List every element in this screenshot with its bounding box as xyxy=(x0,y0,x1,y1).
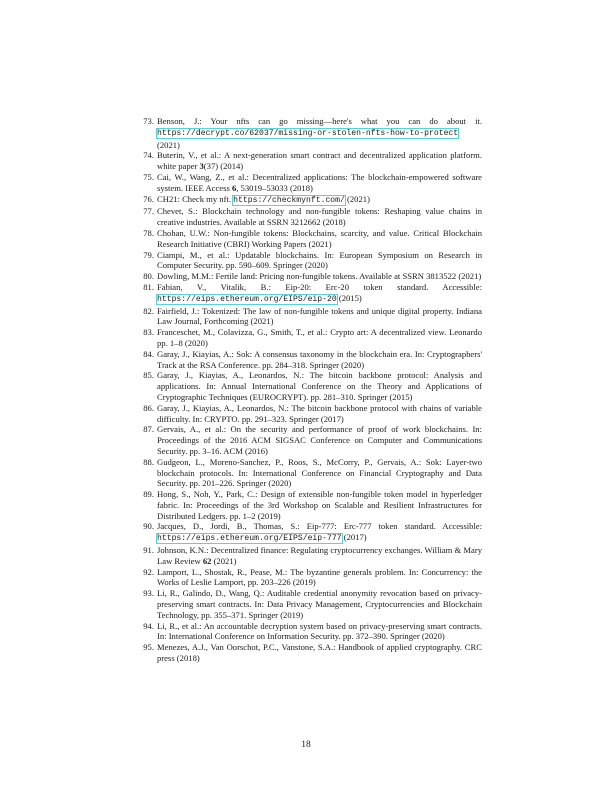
reference-text: Gervais, A., et al.: On the security and performance of proof of work blockchains. In: Proceedings of the 2016 ACM SIGSAC Conference on Computer and Communications Security. pp. 3–16. ACM (2016) xyxy=(157,424,482,456)
reference-item xyxy=(137,150,482,172)
reference-text: Fabian, V., Vitalik, B.: Eip-20: Erc-20 token standard. Accessible: xyxy=(157,281,482,292)
reference-text: Franceschet, M., Colavizza, G., Smith, T., et al.: Crypto art: A decentralized view. Leonardo pp. 1–8 (2020) xyxy=(157,327,482,348)
reference-number: 88. xyxy=(143,456,154,467)
reference-text: Fairfield, J.: Tokenized: The law of non-fungible tokens and unique digital property. Indiana Law Journal, Forthcoming (2021) xyxy=(157,305,482,327)
reference-number: 77. xyxy=(143,206,154,217)
reference-number: 94. xyxy=(143,620,154,631)
reference-number: 92. xyxy=(143,566,154,577)
reference-text: Li, R., Galindo, D., Wang, Q.: Auditable credential anonymity revocation based on privacy-preserving smart contracts. In: Data Privacy Management, Cryptocurrencies and Blockchain Technology, pp. 355–371. Springer (2019) xyxy=(157,588,482,620)
reference-item xyxy=(137,194,482,207)
reference-link[interactable]: https://eips.ethereum.org/EIPS/eip-20 xyxy=(157,294,337,304)
reference-item xyxy=(137,489,482,521)
reference-text-end: (2015) xyxy=(336,292,362,303)
reference-text-end: (2017) xyxy=(341,532,367,543)
reference-text: Garay, J., Kiayias, A.: Sok: A consensus taxonomy in the blockchain era. In: Cryptographers' Track at the RSA Conference. pp. 284–318. Springer (2020) xyxy=(157,348,482,370)
reference-text: Ciampi, M., et al.: Updatable blockchains. In: European Symposium on Research in Computer Security. pp. 590–609. Springer (2020) xyxy=(157,249,482,271)
reference-item xyxy=(137,424,482,456)
reference-text: Dowling, M.M.: Fertile land: Pricing non-fungible tokens. Available at SSRN 3813522 (2021) xyxy=(157,271,482,282)
reference-item xyxy=(137,457,482,489)
reference-text: Johnson, K.N.: Decentralized finance: Regulating cryptocurrency exchanges. William & Mary Law Review xyxy=(157,545,482,566)
reference-text-end: (2021) xyxy=(211,555,237,566)
reference-text: Chevet, S.: Blockchain technology and non-fungible tokens: Reshaping value chains in creative industries. Available at SSRN 3212662 (2018) xyxy=(157,206,482,228)
reference-list xyxy=(137,116,482,664)
reference-volume: 3 xyxy=(199,161,204,172)
reference-text: Garay, J., Kiayias, A., Leonardos, N.: The bitcoin backbone protocol: Analysis and applications. In: Annual International Conference on the Theory and Applications of Cryptographic Techniques (EUROCRYPT). pp. 281–310. Springer (2015) xyxy=(157,370,482,402)
reference-text-end: (2021) xyxy=(157,139,180,150)
reference-text: Li, R., et al.: An accountable decryption system based on privacy-preserving smart contracts. In: International Conference on Information Security. pp. 372–390. Springer (2020) xyxy=(157,620,482,642)
reference-number: 73. xyxy=(143,116,154,126)
reference-item xyxy=(137,545,482,567)
reference-number: 86. xyxy=(143,402,154,413)
reference-text: Chohan, U.W.: Non-fungible tokens: Blockchains, scarcity, and value. Critical Blockchain Research Initiative (CBRI) Working Papers (2021) xyxy=(157,227,482,249)
reference-link[interactable]: https://eips.ethereum.org/EIPS/eip-777 xyxy=(157,534,342,544)
reference-item xyxy=(137,172,482,194)
reference-link[interactable]: https://checkmynft.com/ xyxy=(233,195,345,205)
reference-item xyxy=(137,588,482,620)
reference-number: 85. xyxy=(143,370,154,381)
reference-number: 82. xyxy=(143,305,154,316)
reference-number: 76. xyxy=(143,193,154,204)
reference-text: Benson, J.: Your nfts can go missing—here's what you can do about it. xyxy=(157,116,482,126)
reference-item xyxy=(137,250,482,272)
reference-number: 89. xyxy=(143,489,154,500)
reference-link[interactable]: https://decrypt.co/62037/missing-or-stolen-nfts-how-to-protect xyxy=(157,128,459,138)
reference-volume: 6 xyxy=(231,182,237,193)
reference-text: Cai, W., Wang, Z., et al.: Decentralized applications: The blockchain-empowered software system. IEEE Access xyxy=(157,171,482,193)
reference-text-end: (2021) xyxy=(344,193,370,204)
reference-text: Jacques, D., Jordi, B., Thomas, S.: Eip-777: Erc-777 token standard. Accessible: xyxy=(157,521,482,532)
reference-number: 75. xyxy=(143,171,154,182)
reference-volume: 62 xyxy=(202,555,212,566)
reference-item xyxy=(137,306,482,328)
reference-item xyxy=(137,403,482,425)
reference-text: Buterin, V., et al.: A next-generation smart contract and decentralized application platform. white paper xyxy=(157,150,482,172)
reference-text: Menezes, A.J., Van Oorschot, P.C., Vanstone, S.A.: Handbook of applied cryptography. CRC press (2018) xyxy=(157,642,482,664)
reference-text-end: (37) (2014) xyxy=(203,161,244,172)
reference-text-end: , 53019–53033 (2018) xyxy=(236,182,313,193)
reference-text: Hong, S., Noh, Y., Park, C.: Design of extensible non-fungible token model in hyperledger fabric. In: Proceedings of the 3rd Workshop on Scalable and Resilient Infrastructures for Distributed Ledgers. pp. 1–2 (2019) xyxy=(157,489,482,521)
reference-item xyxy=(137,567,482,589)
reference-item xyxy=(137,327,482,349)
reference-text: Lamport, L., Shostak, R., Pease, M.: The byzantine generals problem. In: Concurrency: the Works of Leslie Lamport, pp. 203–226 (2019) xyxy=(157,566,482,588)
reference-item xyxy=(137,642,482,664)
reference-number: 81. xyxy=(143,281,154,292)
page-number: 18 xyxy=(301,740,311,750)
reference-number: 74. xyxy=(143,150,154,161)
reference-item xyxy=(137,521,482,545)
reference-item xyxy=(137,271,482,282)
reference-number: 91. xyxy=(143,545,154,556)
reference-text: Garay, J., Kiayias, A., Leonardos, N.: The bitcoin backbone protocol with chains of variable difficulty. In: CRYPTO. pp. 291–323. Springer (2017) xyxy=(157,402,482,424)
reference-number: 84. xyxy=(143,348,154,359)
reference-text: Gudgeon, L., Moreno-Sanchez, P., Roos, S., McCorry, P., Gervais, A.: Sok: Layer-two blockchain protocols. In: International Conference on Financial Cryptography and Data Security. pp. 201–226. Springer (2020) xyxy=(157,456,482,489)
reference-item xyxy=(137,621,482,643)
reference-text: CH21: Check my nft. xyxy=(157,193,234,204)
reference-item xyxy=(137,228,482,250)
reference-item xyxy=(137,349,482,371)
reference-number: 90. xyxy=(143,521,154,532)
reference-number: 80. xyxy=(143,271,154,282)
reference-number: 95. xyxy=(143,642,154,653)
reference-number: 83. xyxy=(143,327,154,338)
reference-number: 79. xyxy=(143,249,154,260)
reference-item xyxy=(137,370,482,402)
reference-item xyxy=(137,206,482,228)
reference-item xyxy=(137,116,482,150)
reference-number: 78. xyxy=(143,227,154,238)
reference-number: 93. xyxy=(143,588,154,599)
reference-number: 87. xyxy=(143,424,154,435)
reference-item xyxy=(137,282,482,306)
